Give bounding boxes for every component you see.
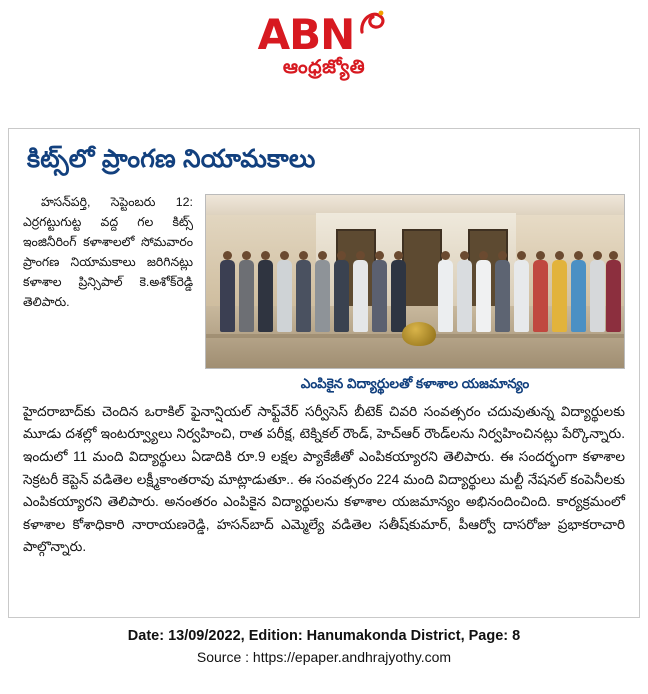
main-paragraph: హైదరాబాద్‌కు చెందిన ఒరాకిల్ ఫైనాన్షియల్ సాఫ్ట్‌వేర్ సర్వీసెస్ బీటెక్ చివరి సంవత్సరం చదువుతున్న విద్యార్థులకు మూడు దశల్లో ఇంటర్వ్యూలు నిర్వహించి, రాత పరీక్ష, టెక్నికల్ రౌండ్, హెచ్‌ఆర్ రౌండ్‌లను నిర్వహించినట్లు పేర్కొన్నారు. ఇందులో 11 మంది విద్యార్థులు ఏడాదికి రూ.9 లక్షల ప్యాకేజీతో ఎంపికయ్యారని తెలిపారు. ఈ సందర్భంగా కళాశాల సెక్రటరీ కెప్టెన్ వడితెల లక్ష్మీకాంతరావు మాట్లాడుతూ.. ఈ సంవత్సరం 224 మంది విద్యార్థులు మల్టీ నేషనల్ కంపెనీలకు ఎంపికయ్యారని తెలిపారు. అనంతరం ఎంపికైన విద్యార్థులను కళాశాల యజమాన్యం అభినందించింది. కార్యక్రమంలో కళాశాల కోశాధికారి నారాయణరెడ్డి, హసన్‌బాద్ ఎమ్మెల్యే వడితెల సతీష్‌కుమార్, పీఆర్వో దాసరోజు ప్రభాకరాచారి పాల్గొన్నారు. [23, 403, 625, 555]
swirl-icon [356, 8, 390, 42]
article-headline: కిట్స్‌లో ప్రాంగణ నియామకాలు [27, 145, 316, 173]
masthead [0, 0, 648, 83]
article-figure [205, 194, 625, 395]
footer-date-edition: Date: 13/09/2022, Edition: Hanumakonda District, Page: 8 [127, 628, 521, 644]
article-clipping [8, 128, 640, 618]
footer-source: Source : https://epaper.andhrajyothy.com [196, 649, 452, 665]
logo-text: ABN [257, 10, 355, 59]
source-footer [0, 628, 648, 665]
logo-subtitle: ఆంధ్రజ్యోతి [282, 57, 366, 78]
article-body [23, 192, 625, 559]
logo [257, 10, 391, 59]
lead-paragraph: హసన్‌పర్తి, సెప్టెంబరు 12: ఎర్రగట్టుగుట్ట వద్ద గల కిట్స్ ఇంజినీరింగ్ కళాశాలలో సోమవారం ప్రాంగణ నియామకాలు జరిగినట్లు కళాశాల ప్రిన్సిపాల్ కె.అశోక్‌రెడ్డి తెలిపారు. [23, 195, 193, 310]
photo-caption: ఎంపికైన విద్యార్థులతో కళాశాల యజమాన్యం [300, 376, 530, 391]
article-photo [205, 194, 625, 369]
